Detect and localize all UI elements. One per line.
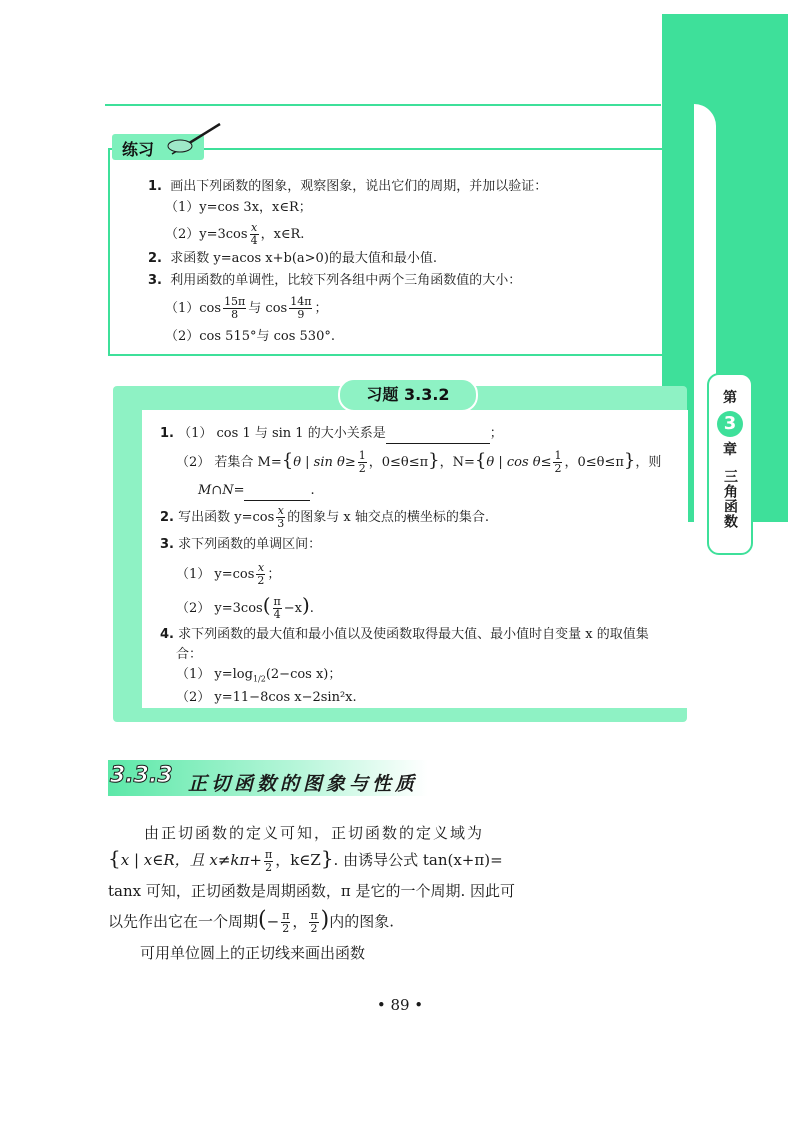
- body-line-4: 以先作出它在一个周期(− $\frac{\pi}{2}$ ， $\frac{\pi}{2}$ )内的图象.: [108, 907, 395, 935]
- exercise-item-3b: （2）cos 515°与 cos 530°.: [165, 329, 335, 344]
- exercise-item-2: 2. 求函数 y=acos x+b(a>0)的最大值和最小值.: [148, 251, 438, 266]
- chapter-title: 三角函数: [722, 469, 738, 529]
- body-line-5: 可用单位圆上的正切线来画出函数: [140, 944, 366, 962]
- chapter-label-top: 第: [723, 390, 737, 406]
- chapter-number: 3: [717, 411, 743, 437]
- homework-item-2: 2. 写出函数 y=cos $\frac{x}{3}$ 的图象与 x 轴交点的横坐标的集合.: [160, 504, 490, 530]
- exercise-item-1b: （2）y=3cos $\frac{x}{4}$ ，x∈R.: [165, 221, 305, 247]
- section-title: 正切函数的图象与性质: [188, 773, 419, 795]
- chapter-label-mid: 章: [723, 442, 737, 458]
- section-number: 3.3.3: [110, 763, 173, 788]
- homework-item-3a: （1） y=cos $\frac{x}{2}$ ；: [176, 561, 281, 587]
- body-line-2: {x | x∈R，且 x≠kπ+ $\frac{\pi}{2}$ ，k∈Z}. 由诱导公式 tan(x+π)=: [108, 846, 503, 874]
- pen-icon: [164, 120, 224, 160]
- top-rule: [105, 104, 661, 106]
- homework-item-4a: （1） $y=\log_{1/2}(2-\cos$ x)；: [176, 667, 342, 684]
- homework-item-1a: 1. （1） cos 1 与 sin 1 的大小关系是 ；: [160, 425, 503, 444]
- homework-item-4-cont: 合：: [176, 647, 203, 662]
- homework-item-4: 4. 求下列函数的最大值和最小值以及使函数取得最大值、最小值时自变量 x 的取值集: [160, 627, 649, 642]
- body-line-3: tanx 可知，正切函数是周期函数，π 是它的一个周期. 因此可: [108, 882, 516, 900]
- exercise-item-3: 3. 利用函数的单调性，比较下列各组中两个三角函数值的大小：: [148, 273, 522, 288]
- homework-title: 习题 3.3.2: [338, 378, 478, 412]
- exercise-item-1a: （1）y=cos 3x，x∈R；: [165, 200, 312, 215]
- exercise-label: 练习: [122, 140, 155, 159]
- homework-item-3: 3. 求下列函数的单调区间：: [160, 537, 322, 552]
- homework-item-3b: （2） y=3cos( $\frac{\pi}{4}$ −x).: [176, 593, 314, 621]
- exercise-item-3a: （1）cos $\frac{15\pi}{8}$ 与 cos $\frac{14\pi}{9}$ ；: [165, 295, 328, 321]
- homework-item-1c: M∩N= .: [198, 482, 315, 501]
- page-number: • 89 •: [376, 996, 424, 1014]
- exercise-item-1: 1. 画出下列函数的图象，观察图象，说出它们的周期，并加以验证：: [148, 179, 548, 194]
- chapter-tab: [707, 373, 753, 555]
- body-line-1: 由正切函数的定义可知，正切函数的定义域为: [144, 824, 485, 842]
- homework-item-4b: （2） y=11−8cos x−2sin²x.: [176, 690, 357, 705]
- homework-item-1b: （2） 若集合 M={θ | sin θ≥ $\frac{1}{2}$ ，0≤θ≤π}，N={θ | cos θ≤ $\frac{1}{2}$ ，0≤θ≤π}，则: [176, 449, 662, 475]
